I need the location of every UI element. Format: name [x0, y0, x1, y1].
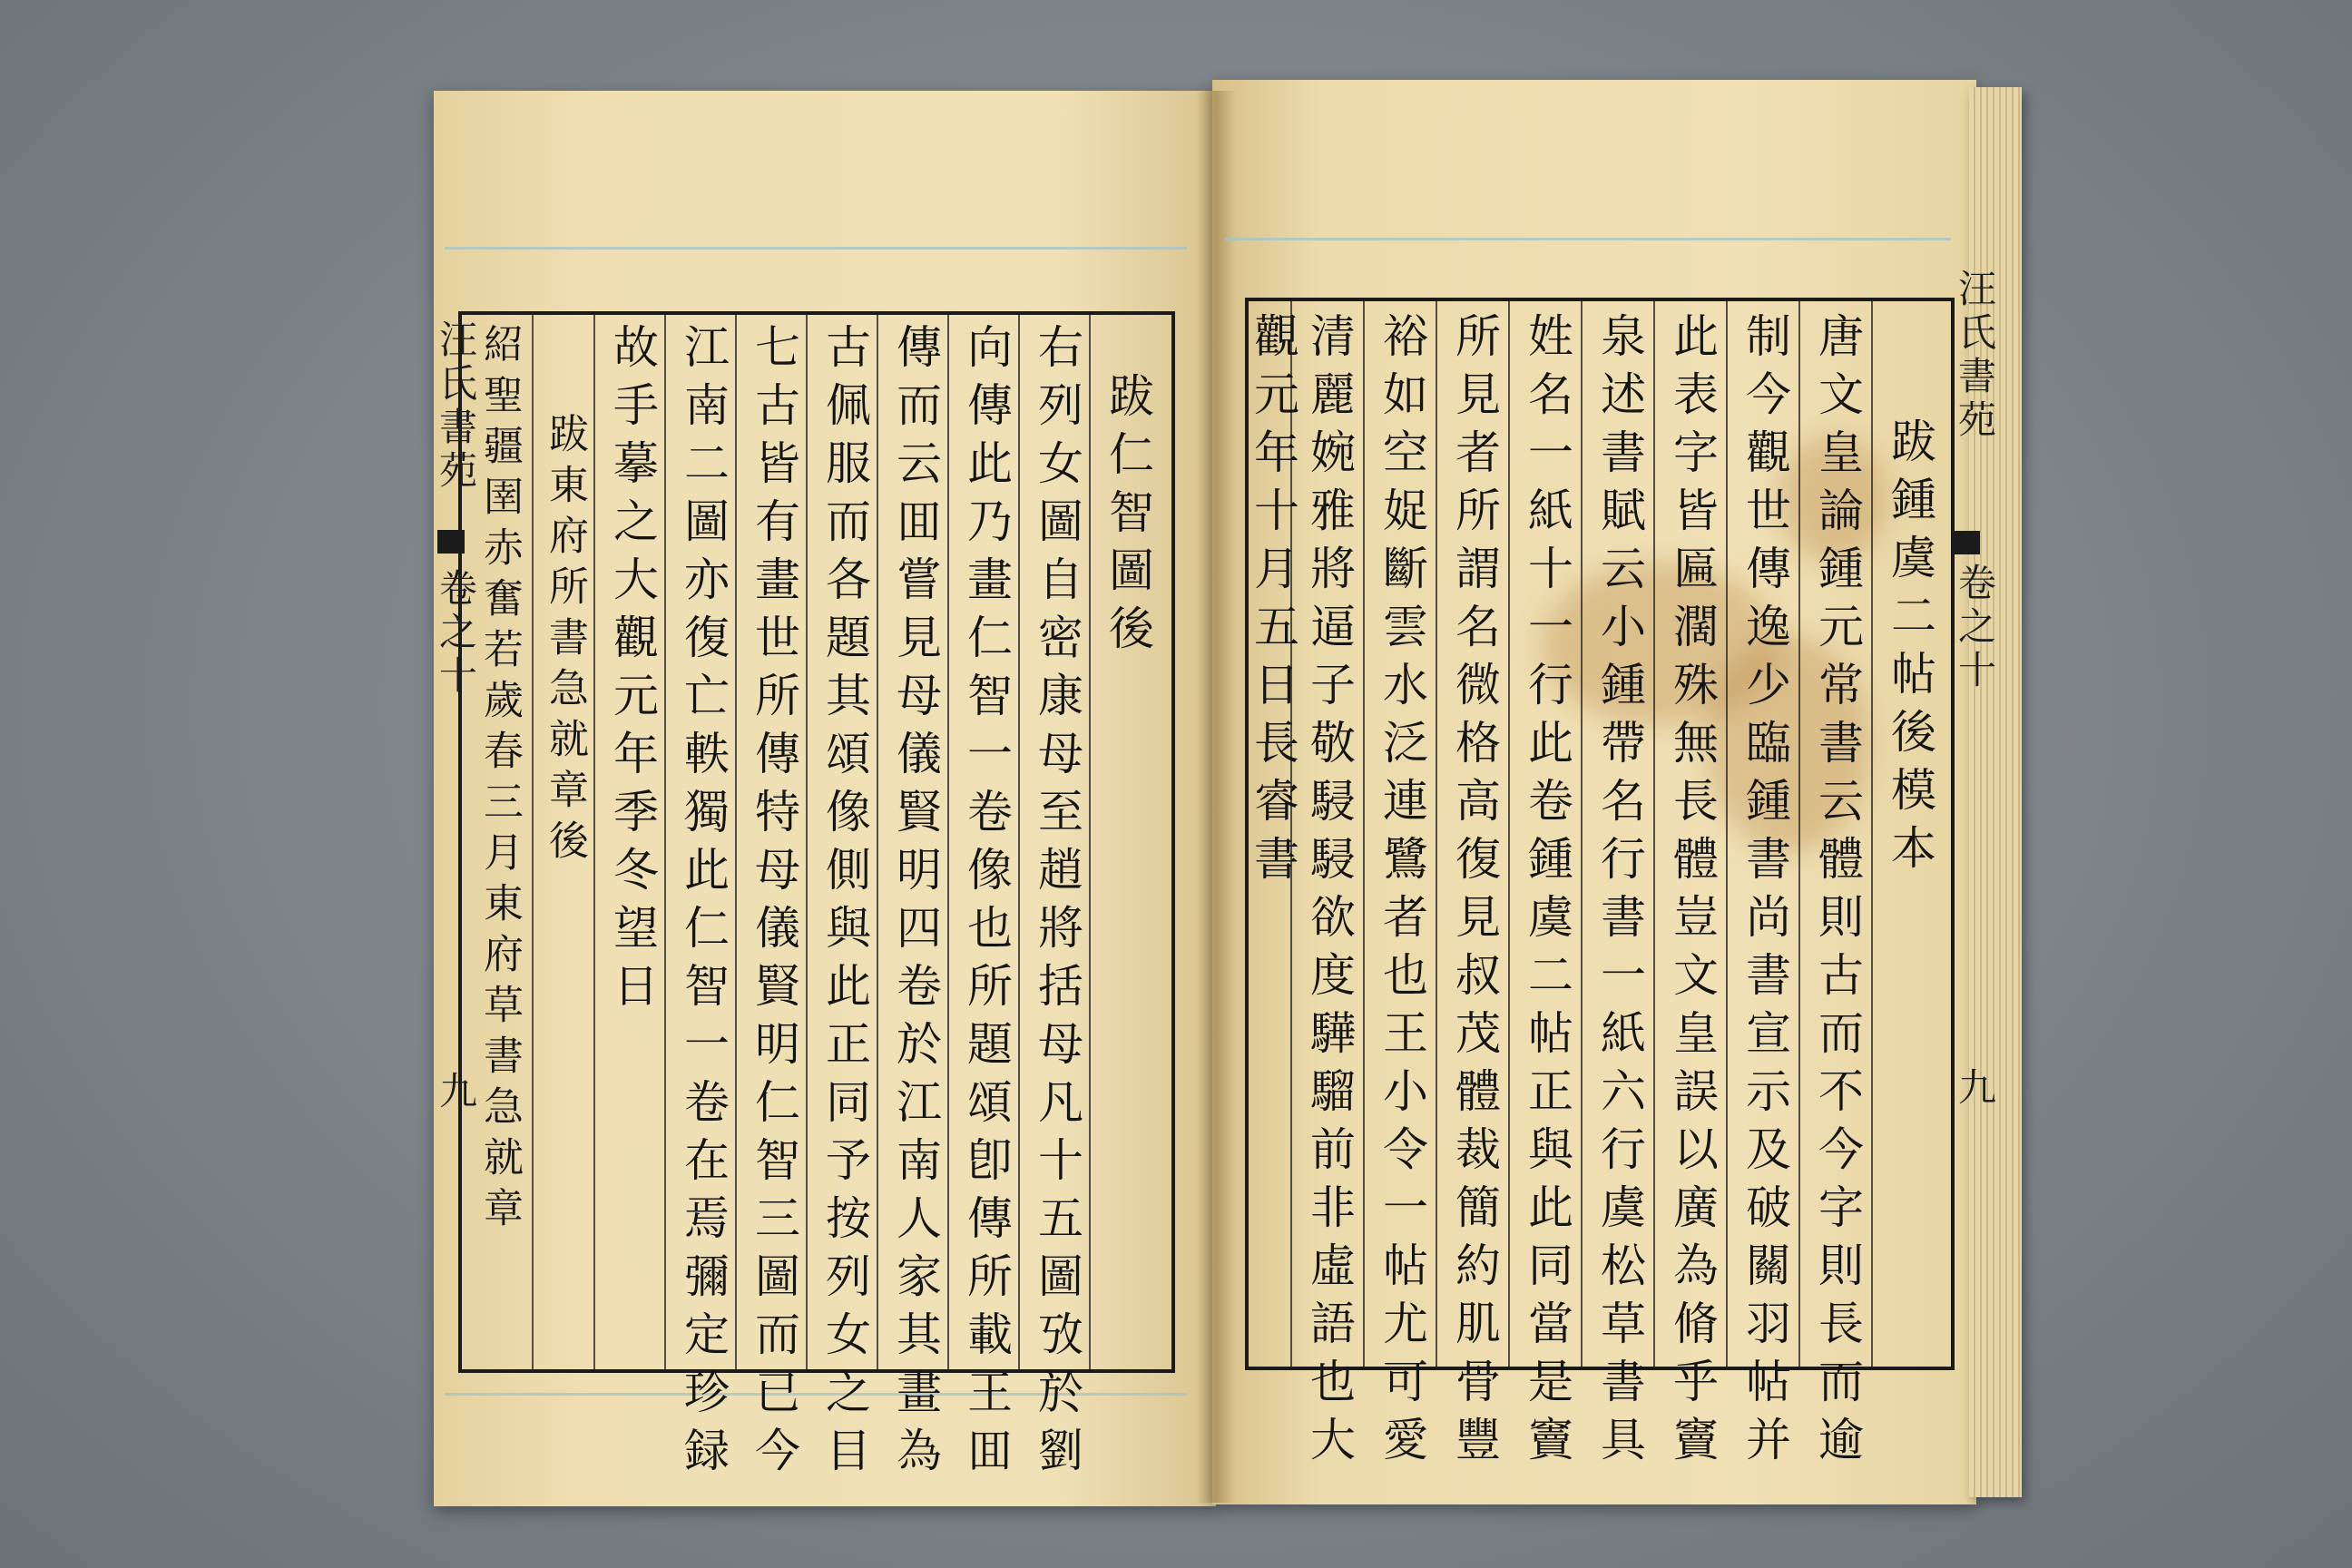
left-col-text: 紹聖疆圉赤奮若歲春三月東府草書急就章 — [476, 323, 523, 1238]
right-margin-chapter: 卷之十 — [1953, 563, 1997, 693]
book-gutter — [1196, 91, 1236, 1503]
right-col-text: 制今觀世傳逸少臨鍾書尚書宣示及破關羽帖并 — [1739, 312, 1791, 1474]
left-col-text: 傳而云囬嘗見母儀賢明四卷於江南人家其畫為 — [889, 323, 942, 1485]
column-rule — [1871, 301, 1873, 1367]
right-margin-folio: 九 — [1953, 1067, 1997, 1111]
left-margin-folio: 九 — [434, 1071, 478, 1114]
right-col-text: 裕如空娖斷雲水泛連鷺者也王小令一帖尤可愛 — [1376, 312, 1428, 1474]
top-blue-rule-right — [1225, 238, 1951, 240]
column-rule — [1363, 301, 1365, 1367]
column-rule — [1018, 315, 1020, 1369]
column-rule — [1089, 315, 1091, 1369]
column-rule — [532, 315, 534, 1369]
column-rule — [877, 315, 878, 1369]
column-rule — [1653, 301, 1655, 1367]
left-col-text: 向傳此乃畫仁智一卷像也所題頌卽傳所載王囬 — [960, 323, 1013, 1485]
column-rule — [593, 315, 595, 1369]
left-fish-tail — [437, 530, 465, 554]
right-col-heading: 跋鍾虞二帖後模本 — [1884, 417, 1936, 882]
right-col-text: 姓名一紙十一行此卷鍾虞二帖正與此同當是竇 — [1521, 312, 1573, 1474]
top-blue-rule-left — [445, 247, 1187, 250]
right-col-text: 觀元年十月五日長睿書 — [1247, 312, 1299, 893]
column-rule — [1508, 301, 1510, 1367]
right-col-text: 此表字皆匾濶殊無長體豈文皇誤以廣為脩乎竇 — [1666, 312, 1719, 1474]
right-col-text: 泉述書賦云小鍾帶名行書一紙六行虞松草書具 — [1593, 312, 1646, 1474]
left-col-text: 故手摹之大觀元年季冬望日 — [606, 323, 659, 1020]
left-margin-title: 汪氏書苑 — [434, 319, 478, 494]
right-col-text: 所見者所謂名微格高復見叔茂體裁簡約肌骨豐 — [1448, 312, 1501, 1474]
left-col-text: 右列女圖自密康母至趙將括母凡十五圖攷於劉 — [1031, 323, 1083, 1485]
column-rule — [947, 315, 949, 1369]
left-col-heading: 跋東府所書急就章後 — [542, 413, 588, 870]
left-col-text: 江南二圖亦復亡軼獨此仁智一卷在焉彌定珍録 — [677, 323, 730, 1485]
left-col-text: 古佩服而各題其頌像側與此正同予按列女之目 — [818, 323, 871, 1485]
column-rule — [806, 315, 808, 1369]
right-col-text: 唐文皇論鍾元常書云體則古而不今字則長而逾 — [1811, 312, 1864, 1474]
column-rule — [1581, 301, 1583, 1367]
right-margin-title: 汪氏書苑 — [1953, 269, 1997, 443]
column-rule — [735, 315, 737, 1369]
left-col-heading: 跋仁智圖後 — [1102, 372, 1154, 662]
right-col-text: 清麗婉雅將逼子敬駸駸欲度驊騮前非虛語也大 — [1303, 312, 1356, 1474]
column-rule — [1436, 301, 1437, 1367]
column-rule — [1798, 301, 1800, 1367]
column-rule — [664, 315, 666, 1369]
left-margin-chapter: 卷之十 — [434, 568, 478, 699]
left-col-text: 七古皆有畫世所傳特母儀賢明仁智三圖而已今 — [748, 323, 800, 1485]
column-rule — [1726, 301, 1728, 1367]
right-fish-tail — [1953, 531, 1980, 554]
